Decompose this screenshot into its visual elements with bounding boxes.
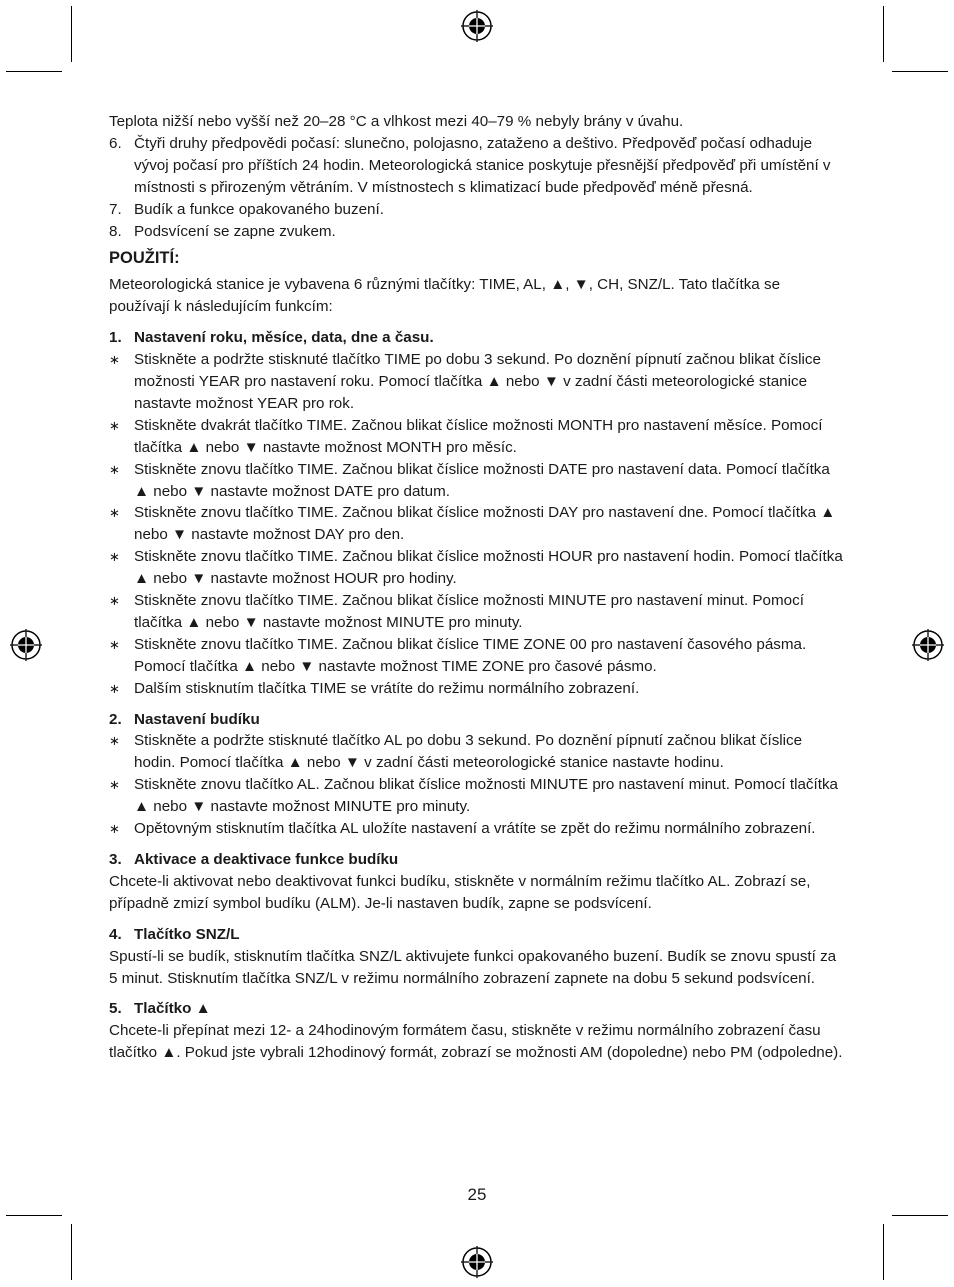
- bullet-icon: ∗: [109, 352, 120, 368]
- crop-mark: [71, 6, 72, 62]
- section-title: Nastavení roku, měsíce, data, dne a času.: [134, 329, 434, 347]
- list-item: [109, 502, 845, 546]
- list-item: [109, 415, 845, 459]
- section-paragraph: Chcete-li aktivovat nebo deaktivovat funkci budíku, stiskněte v normálním režimu tlačítko AL. Zobrazí se, případně zmizí symbol budíku (ALM). Je-li nastaven budík, zapne se podsvícení.: [109, 872, 811, 912]
- list-item-text: Stiskněte znovu tlačítko TIME. Začnou blikat číslice možnosti DAY pro nastavení dne. Pomocí tlačítka ▲ nebo ▼ nastavte možnost DAY pro den.: [134, 504, 836, 544]
- section-heading: [109, 709, 845, 731]
- list-item-text: Stiskněte dvakrát tlačítko TIME. Začnou blikat číslice možnosti MONTH pro nastavení měsíce. Pomocí tlačítka ▲ nebo ▼ nastavte možnost MONTH pro měsíc.: [134, 416, 823, 456]
- bullet-icon: ∗: [109, 505, 120, 521]
- section-title: Aktivace a deaktivace funkce budíku: [134, 851, 399, 868]
- list-item-text: Stiskněte znovu tlačítko TIME. Začnou blikat číslice možnosti DATE pro nastavení data. Pomocí tlačítka ▲ nebo ▼ nastavte možnost DATE pro datum.: [134, 460, 830, 500]
- bullet-icon: ∗: [109, 636, 120, 652]
- list-item-text: Stiskněte znovu tlačítko TIME. Začnou blikat číslice možnosti HOUR pro nastavení hodin. Pomocí tlačítka ▲ nebo ▼ nastavte možnost HOUR pro hodiny.: [134, 548, 843, 588]
- page-content: [109, 111, 845, 1064]
- feature-item: [109, 221, 845, 243]
- section-heading: [109, 327, 845, 349]
- intro-line: Teplota nižší nebo vyšší než 20–28 °C a vlhkost mezi 40–79 % nebyly brány v úvahu.: [109, 113, 684, 130]
- list-item-text: Stiskněte znovu tlačítko AL. Začnou blikat číslice možnosti MINUTE pro nastavení minut. Pomocí tlačítka ▲ nebo ▼ nastavte možnost MINUTE pro minuty.: [134, 776, 838, 816]
- feature-text: Čtyři druhy předpovědi počasí: slunečno, polojasno, zataženo a deštivo. Předpověď počasí odhaduje vývoj počasí pro příštích 24 hodin. Meteorologická stanice poskytuje přesnější předpověď při umístění v místnosti s přirozeným větráním. V místnostech s klimatizací bude předpověď méně přesná.: [134, 134, 831, 196]
- section-heading: [109, 998, 845, 1020]
- section-title: Tlačítko SNZ/L: [134, 925, 240, 943]
- list-item-text: Stiskněte znovu tlačítko TIME. Začnou blikat číslice TIME ZONE 00 pro nastavení časového pásma. Pomocí tlačítka ▲ nebo ▼ nastavte možnost TIME ZONE pro časové pásmo.: [134, 635, 807, 675]
- registration-mark-icon: [912, 629, 944, 661]
- bullet-icon: ∗: [109, 733, 120, 749]
- usage-heading: POUŽITÍ:: [109, 249, 180, 268]
- list-item-text: Dalším stisknutím tlačítka TIME se vrátíte do režimu normálního zobrazení.: [134, 679, 640, 697]
- list-item-text: Stiskněte a podržte stisknuté tlačítko AL po dobu 3 sekund. Po doznění pípnutí začnou blikat číslice hodin. Pomocí tlačítka ▲ nebo ▼ v zadní části meteorologické stanice nastavte hodinu.: [134, 732, 803, 772]
- section-number: 1.: [109, 329, 122, 347]
- list-item-text: Stiskněte a podržte stisknuté tlačítko TIME po dobu 3 sekund. Po doznění pípnutí začnou blikat číslice možnosti YEAR pro nastavení roku. Pomocí tlačítka ▲ nebo ▼ v zadní části meteorologické stanice nastavte možnost YEAR pro rok.: [134, 351, 821, 412]
- feature-number: 6.: [109, 134, 122, 152]
- crop-mark: [71, 1224, 72, 1280]
- crop-mark: [883, 6, 884, 62]
- feature-number: 8.: [109, 222, 122, 240]
- bullet-icon: ∗: [109, 777, 120, 793]
- bullet-icon: ∗: [109, 821, 120, 837]
- bullet-icon: ∗: [109, 549, 120, 565]
- list-item-text: Opětovným stisknutím tlačítka AL uložíte nastavení a vrátíte se zpět do režimu normálního zobrazení.: [134, 820, 816, 838]
- registration-mark-icon: [461, 1246, 493, 1278]
- list-item: [109, 546, 845, 590]
- list-item: [109, 634, 845, 678]
- feature-text: Budík a funkce opakovaného buzení.: [134, 200, 384, 218]
- list-item-text: Stiskněte znovu tlačítko TIME. Začnou blikat číslice možnosti MINUTE pro nastavení minut. Pomocí tlačítka ▲ nebo ▼ nastavte možnost MINUTE pro minuty.: [134, 592, 804, 631]
- list-item: [109, 774, 845, 818]
- list-item: [109, 730, 845, 774]
- list-item: [109, 818, 845, 840]
- page-number: 25: [467, 1185, 487, 1204]
- crop-mark: [883, 1224, 884, 1280]
- list-item: [109, 349, 845, 415]
- section-paragraph: Chcete-li přepínat mezi 12- a 24hodinovým formátem času, stiskněte v režimu normálního zobrazení času tlačítko ▲. Pokud jste vybrali 12hodinový formát, zobrazí se možnosti AM (dopoledne) nebo PM (odpoledne).: [109, 1022, 843, 1062]
- section-paragraph: Spustí-li se budík, stisknutím tlačítka SNZ/L aktivujete funkci opakovaného buzení. Budík se znovu spustí za 5 minut. Stisknutím tlačítka SNZ/L v režimu normálního zobrazení zapnete na dobu 5 sekund podsvícení.: [109, 947, 837, 987]
- registration-mark-icon: [10, 629, 42, 661]
- bullet-icon: ∗: [109, 417, 120, 433]
- crop-mark: [6, 1215, 62, 1216]
- feature-item: [109, 199, 845, 221]
- section-number: 3.: [109, 851, 122, 868]
- crop-mark: [892, 1215, 948, 1216]
- usage-intro: Meteorologická stanice je vybavena 6 různými tlačítky: TIME, AL, ▲, ▼, CH, SNZ/L. Tato tlačítka se používají k následujícím funkcím:: [109, 276, 781, 316]
- section-title: Tlačítko ▲: [134, 1000, 211, 1018]
- section-heading: [109, 924, 845, 946]
- crop-mark: [892, 71, 948, 72]
- section-number: 4.: [109, 925, 122, 943]
- section-number: 5.: [109, 1000, 122, 1018]
- section-heading: [109, 849, 845, 871]
- section-number: 2.: [109, 710, 122, 728]
- bullet-icon: ∗: [109, 680, 120, 696]
- bullet-icon: ∗: [109, 593, 120, 609]
- section-title: Nastavení budíku: [134, 710, 260, 728]
- registration-mark-icon: [461, 10, 493, 42]
- list-item: [109, 590, 845, 634]
- bullet-icon: ∗: [109, 461, 120, 477]
- feature-text: Podsvícení se zapne zvukem.: [134, 222, 336, 240]
- feature-item: [109, 133, 845, 199]
- feature-number: 7.: [109, 200, 122, 218]
- list-item: [109, 459, 845, 503]
- list-item: [109, 678, 845, 700]
- crop-mark: [6, 71, 62, 72]
